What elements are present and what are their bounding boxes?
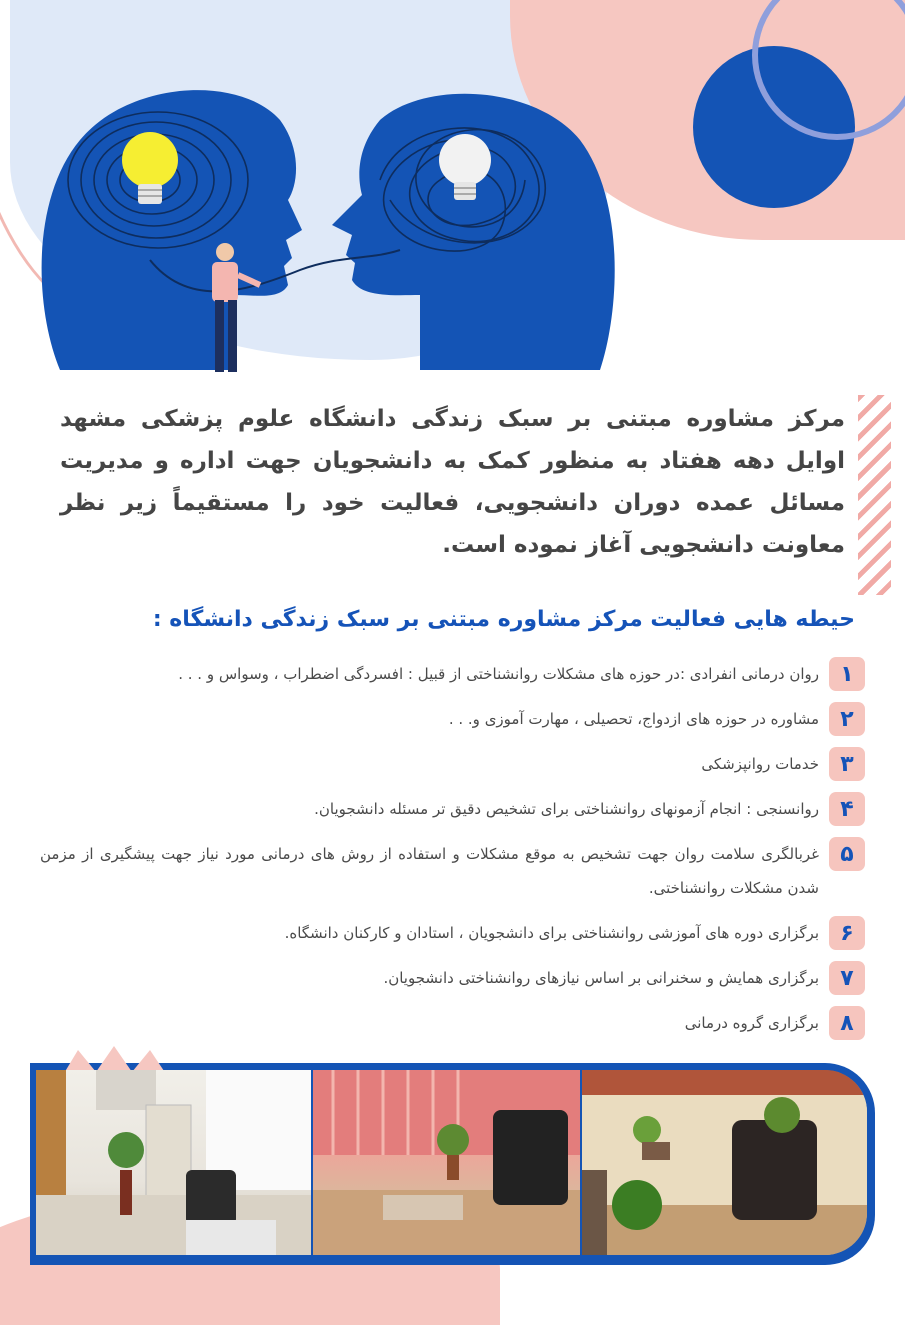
office-photo-1	[36, 1070, 311, 1255]
item-text: برگزاری گروه درمانی	[684, 1014, 819, 1032]
item-number-badge: ۳	[829, 747, 865, 781]
section-title: حیطه هایی فعالیت مرکز مشاوره مبتنی بر سبک زندگی دانشگاه :	[152, 607, 855, 632]
item-number-badge: ۶	[829, 916, 865, 950]
two-heads-illustration	[40, 80, 620, 380]
office-photo-2	[313, 1070, 580, 1255]
item-text: غربالگری سلامت روان جهت تشخیص به موقع مشکلات و استفاده از روش های درمانی مورد نیاز جهت پیشگیری از مزمن شدن مشکلات روانشناختی.	[40, 845, 819, 897]
list-item	[40, 747, 865, 781]
intro-paragraph: مرکز مشاوره مبتنی بر سبک زندگی دانشگاه علوم پزشکی مشهد اوایل دهه هفتاد به منظور کمک به دانشجویان جهت اداره و مدیریت مسائل عمده دوران دانشجویی، فعالیت خود را مستقیماً زیر نظر معاونت دانشجویی آغاز نموده است.	[60, 406, 845, 558]
item-text: روان درمانی انفرادی :در حوزه های مشکلات روانشناختی از قبیل : افسردگی اضطراب ، وسواس و . . .	[178, 665, 819, 683]
item-text: مشاوره در حوزه های ازدواج، تحصیلی ، مهارت آموزی و. . .	[448, 710, 819, 728]
list-item	[40, 792, 865, 826]
office-photo-2-image	[313, 1070, 580, 1255]
item-text: خدمات روانپزشکی	[701, 755, 819, 773]
office-photo-3	[582, 1070, 867, 1255]
list-item	[40, 657, 865, 691]
list-item	[40, 702, 865, 736]
item-number-badge: ۴	[829, 792, 865, 826]
item-text: روانسنجی : انجام آزمونهای روانشناختی برای تشخیص دقیق تر مسئله دانشجویان.	[314, 800, 819, 818]
list-item	[40, 837, 865, 905]
list-item	[40, 1006, 865, 1040]
item-number-badge: ۵	[829, 837, 865, 871]
office-photo-3-image	[582, 1070, 867, 1255]
item-number-badge: ۲	[829, 702, 865, 736]
item-number-badge: ۱	[829, 657, 865, 691]
item-number-badge: ۸	[829, 1006, 865, 1040]
item-text: برگزاری همایش و سخنرانی بر اساس نیازهای روانشناختی دانشجویان.	[383, 969, 819, 987]
item-text: برگزاری دوره های آموزشی روانشناختی برای دانشجویان ، استادان و کارکنان دانشگاه.	[284, 924, 819, 942]
left-head-silhouette	[42, 90, 302, 370]
right-head-silhouette	[332, 94, 615, 370]
list-item	[40, 916, 865, 950]
item-number-badge: ۷	[829, 961, 865, 995]
striped-decoration	[858, 395, 891, 595]
office-photo-1-image	[36, 1070, 311, 1255]
activities-list	[40, 657, 865, 1051]
list-item	[40, 961, 865, 995]
